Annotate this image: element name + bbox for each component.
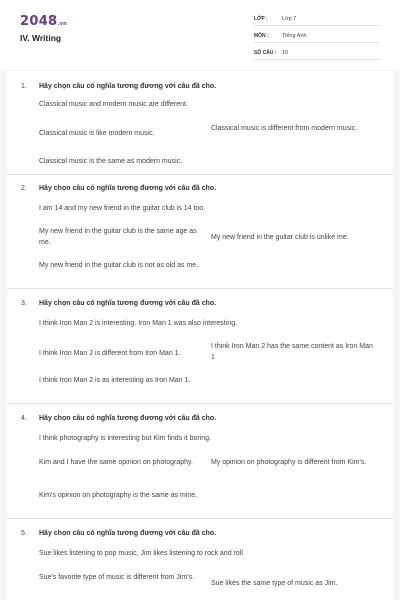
- question-sentence: Sue likes listening to pop music, Jim likes listening to rock and roll: [39, 550, 243, 557]
- answer-option[interactable]: Sue likes the same type of music as Jim.: [211, 580, 338, 587]
- answer-option[interactable]: I think Iron Man 2 is as interesting as Iron Man 1.: [39, 377, 191, 384]
- question-prompt: Hãy chọn câu có nghĩa tương đương với câu đã cho.: [39, 300, 217, 307]
- question-prompt: Hãy chọn câu có nghĩa tương đương với câu đã cho.: [39, 415, 217, 422]
- answer-option[interactable]: Sue's favorite type of music is different from Jim's.: [39, 574, 195, 581]
- answer-option[interactable]: I think Iron Man 2 is different from Iron Man 1.: [39, 350, 181, 357]
- question-prompt: Hãy chọn câu có nghĩa tương đương với câu đã cho.: [39, 83, 217, 90]
- question-divider: [7, 174, 393, 175]
- answer-option[interactable]: Classical music is different from modern music.: [211, 125, 358, 132]
- meta-value: 10: [282, 49, 289, 56]
- question-sentence: I think Iron Man 2 is interesting. Iron Man 1 was also interesting.: [39, 320, 238, 327]
- meta-value: Lớp 7: [282, 15, 297, 22]
- question-prompt: Hãy chọn câu có nghĩa tương đương với câu đã cho.: [39, 185, 217, 192]
- question-sentence: Classical music and modern music are different.: [39, 101, 188, 108]
- question-number: 1.: [21, 83, 27, 90]
- meta-label: MÔN :: [254, 32, 269, 39]
- question-divider: [7, 288, 393, 289]
- question-sentence: I think photography is interesting but Kim finds it boring.: [39, 435, 211, 442]
- question-number: 2.: [21, 185, 27, 192]
- meta-row-count: [254, 46, 380, 60]
- answer-option[interactable]: My new friend in the guitar club is the same age as me.: [39, 228, 197, 246]
- question-number: 5.: [21, 530, 27, 537]
- answer-option[interactable]: My opinion on photography is different from Kim's.: [211, 459, 367, 466]
- meta-label: LỚP :: [254, 15, 268, 22]
- question-number: 3.: [21, 300, 27, 307]
- answer-option[interactable]: Kim and I have the same opinion on photography.: [39, 459, 193, 466]
- answer-option[interactable]: My new friend in the guitar club is not as old as me.: [39, 262, 199, 269]
- question-number: 4.: [21, 415, 27, 422]
- logo-suffix: .vn: [57, 21, 68, 27]
- meta-row-subject: [254, 29, 380, 43]
- meta-value: Tiếng Anh: [282, 32, 307, 39]
- page-header: [0, 0, 400, 70]
- answer-option[interactable]: My new friend in the guitar club is unlike me.: [211, 234, 349, 241]
- question-divider: [7, 518, 393, 519]
- answer-option[interactable]: Classical music is like modern music.: [39, 130, 155, 137]
- section-title: IV. Writing: [20, 33, 62, 43]
- question-divider: [7, 403, 393, 404]
- meta-label: SỐ CÂU :: [254, 49, 277, 56]
- meta-row-class: [254, 12, 380, 26]
- answer-option[interactable]: Classical music is the same as modern music.: [39, 158, 183, 165]
- logo-text: 2048: [20, 14, 58, 29]
- answer-option[interactable]: I think Iron Man 2 has the same content as Iron Man 1: [211, 343, 373, 361]
- meta-info: [254, 12, 380, 60]
- question-sentence: I am 14 and my new friend in the guitar club is 14 too.: [39, 205, 206, 212]
- question-prompt: Hãy chọn câu có nghĩa tương đương với câu đã cho.: [39, 530, 217, 537]
- site-logo[interactable]: [20, 14, 67, 29]
- question-list: [7, 71, 393, 600]
- answer-option[interactable]: Kim's opinion on photography is the same as mine.: [39, 492, 198, 499]
